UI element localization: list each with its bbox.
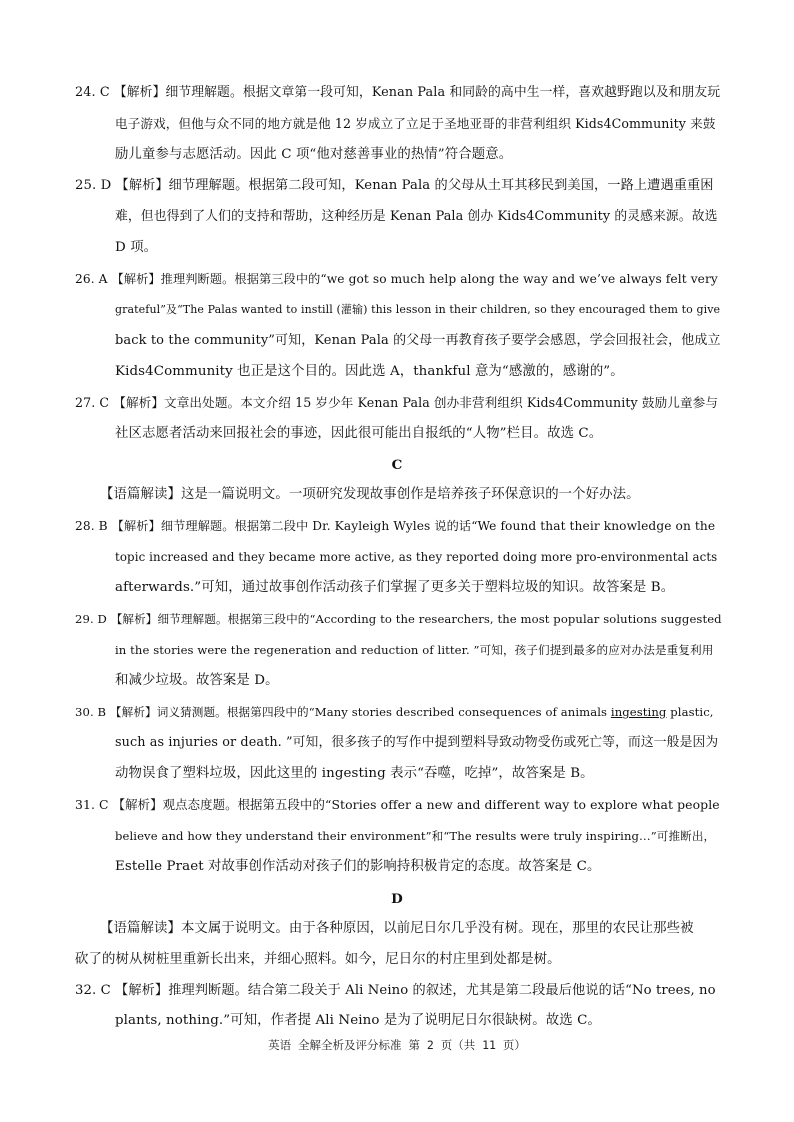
- page-footer: 英语 全解全析及评分标准 第 2 页（共 11 页）: [268, 1038, 526, 1052]
- answer-25-line-2: 难，但也得到了人们的支持和帮助，这种经历是 Kenan Pala 创办 Kids4Community 的灵感来源。故选: [115, 209, 718, 224]
- answer-26-line-1: 26. A 【解析】推理判断题。根据第三段中的“we got so much help along the way and we’ve always felt very: [75, 272, 718, 286]
- answer-30-line-1: [75, 703, 714, 721]
- section-d-intro-line-2: 砍了的树从树桩里重新长出来，并细心照料。如今，尼日尔的村庄里到处都是树。: [75, 952, 561, 967]
- answer-24-line-1: 24. C 【解析】细节理解题。根据文章第一段可知，Kenan Pala 和同龄的高中生一样，喜欢越野跑以及和朋友玩: [75, 85, 721, 100]
- answer-28-line-2: topic increased and they became more active, as they reported doing more pro-environmental acts: [115, 550, 718, 564]
- answer-28-line-1: 28. B 【解析】细节理解题。根据第二段中 Dr. Kayleigh Wyles 说的话“We found that their knowledge on the: [75, 519, 716, 533]
- answer-25-line-1: 25. D 【解析】细节理解题。根据第二段可知，Kenan Pala 的父母从土耳其移民到美国，一路上遭遇重重困: [75, 178, 714, 193]
- answer-25-line-3: D 项。: [115, 240, 158, 255]
- answer-26-line-2: grateful”及“The Palas wanted to instill (灌输) this lesson in their children, so they encouraged them to give: [115, 303, 721, 316]
- underlined-word: ingesting: [610, 705, 667, 719]
- answer-30-line-1-tail: plastic,: [666, 705, 714, 719]
- section-d-intro-line-1: 【语篇解读】本文属于说明文。由于各种原因，以前尼日尔几乎没有树。现在，那里的农民让那些被: [100, 921, 694, 936]
- answer-31-line-3: Estelle Praet 对故事创作活动对孩子们的影响持积极肯定的态度。故答案是 C。: [115, 859, 601, 874]
- answer-32-line-1: 32. C 【解析】推理判断题。结合第二段关于 Ali Neino 的叙述，尤其是第二段最后他说的话“No trees, no: [75, 983, 716, 998]
- answer-30-line-1-text: 30. B 【解析】词义猜测题。根据第四段中的“Many stories described consequences of animals: [75, 705, 611, 719]
- answer-26-line-4: Kids4Community 也正是这个目的。因此选 A，thankful 意为“感激的，感谢的”。: [115, 364, 624, 379]
- answer-32-line-2: plants, nothing.”可知，作者提 Ali Neino 是为了说明尼日尔很缺树。故选 C。: [115, 1013, 601, 1028]
- section-c-intro: 【语篇解读】这是一篇说明文。一项研究发现故事创作是培养孩子环保意识的一个好办法。: [100, 487, 640, 502]
- answer-27-line-2: 社区志愿者活动来回报社会的事迹，因此很可能出自报纸的“人物”栏目。故选 C。: [115, 426, 603, 441]
- answer-30-line-3: 动物误食了塑料垃圾，因此这里的 ingesting 表示“吞噬，吃掉”，故答案是 B。: [115, 766, 594, 781]
- answer-29-line-1: 29. D 【解析】细节理解题。根据第三段中的“According to the researchers, the most popular solutions suggested: [75, 612, 722, 626]
- answer-29-line-3: 和减少垃圾。故答案是 D。: [115, 673, 279, 688]
- answer-24-line-2: 电子游戏，但他与众不同的地方就是他 12 岁成立了立足于圣地亚哥的非营利组织 Kids4Community 来鼓: [115, 116, 716, 131]
- answer-26-line-3: back to the community”可知，Kenan Pala 的父母一再教育孩子要学会感恩，学会回报社会，他成立: [115, 333, 721, 348]
- answer-31-line-2: believe and how they understand their environment”和“The results were truly inspiring…”可推断出，: [115, 829, 716, 843]
- section-d-heading: D: [391, 891, 403, 907]
- answer-29-line-2: in the stories were the regeneration and reduction of litter. ”可知，孩子们提到最多的应对办法是重复利用: [115, 643, 714, 657]
- section-c-heading: C: [391, 457, 403, 473]
- answer-27-line-1: 27. C 【解析】文章出处题。本文介绍 15 岁少年 Kenan Pala 创办非营利组织 Kids4Community 鼓励儿童参与: [75, 395, 719, 410]
- answer-31-line-1: 31. C 【解析】观点态度题。根据第五段中的“Stories offer a new and different way to explore what people: [75, 797, 720, 812]
- answer-28-line-3: afterwards.”可知，通过故事创作活动孩子们掌握了更多关于塑料垃圾的知识。故答案是 B。: [115, 580, 675, 595]
- answer-30-line-2: such as injuries or death. ”可知，很多孩子的写作中提到塑料导致动物受伤或死亡等，而这一般是因为: [115, 735, 719, 750]
- answer-24-line-3: 励儿童参与志愿活动。因此 C 项“他对慈善事业的热情”符合题意。: [115, 147, 513, 162]
